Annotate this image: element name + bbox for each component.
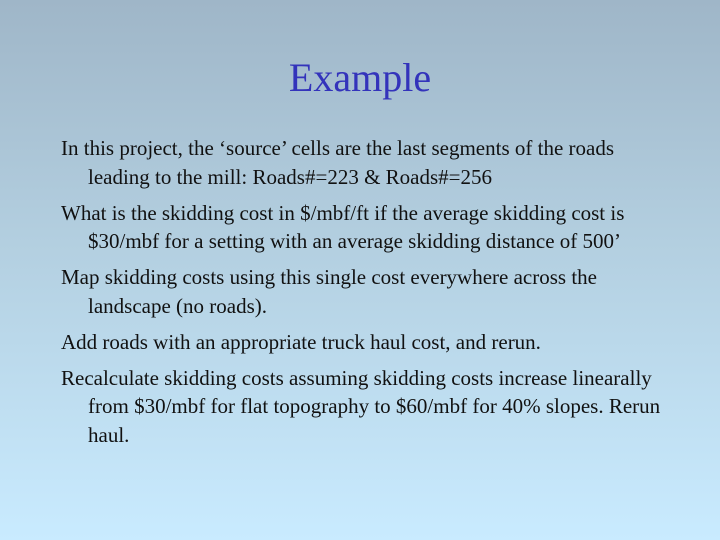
bullet-item: Recalculate skidding costs assuming skidding costs increase linearally from $30/mbf for flat topography to $60/mbf for 40% slopes. Rerun haul. <box>61 365 661 447</box>
bullet-item: In this project, the ‘source’ cells are the last segments of the roads leading to the mill: Roads#=223 & Roads#=256 <box>61 136 615 189</box>
bullet-item: What is the skidding cost in $/mbf/ft if the average skidding cost is $30/mbf for a setting with an average skidding distance of 500’ <box>61 200 625 253</box>
slide-title: Example <box>288 55 432 100</box>
bullet-item: Map skidding costs using this single cost everywhere across the landscape (no roads). <box>61 265 597 318</box>
bullet-item: Add roads with an appropriate truck haul cost, and rerun. <box>61 329 541 354</box>
bullet-list <box>61 134 661 457</box>
